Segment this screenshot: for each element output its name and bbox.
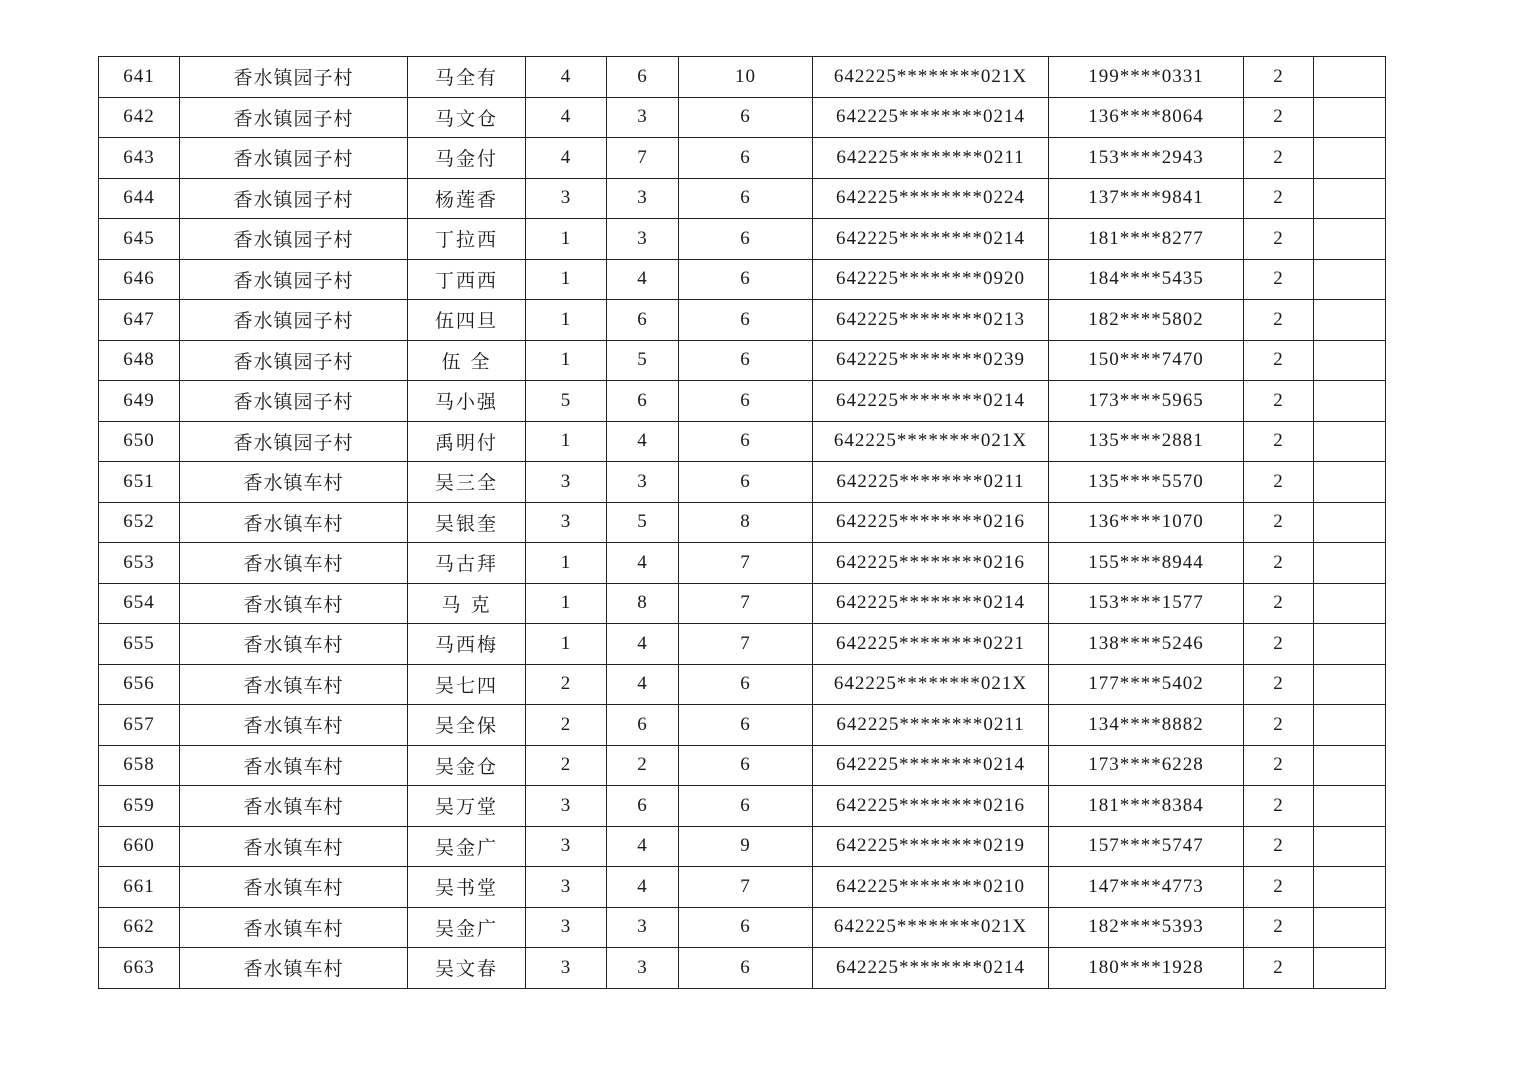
count-cell-2: 4 [607,259,679,300]
id-number-cell: 642225********0213 [813,300,1049,341]
row-number-cell: 659 [99,786,180,827]
count-cell-1: 1 [526,624,607,665]
village-cell: 香水镇园子村 [180,340,408,381]
table-row [99,745,1386,786]
village-cell: 香水镇园子村 [180,219,408,260]
phone-cell: 181****8384 [1049,786,1244,827]
row-number-cell: 648 [99,340,180,381]
person-name-cell: 吴三全 [408,462,526,503]
count-cell-2: 6 [607,381,679,422]
table-row [99,786,1386,827]
person-name-cell: 吴文春 [408,948,526,989]
note-cell [1314,502,1386,543]
count-cell-3: 6 [679,907,813,948]
phone-cell: 135****2881 [1049,421,1244,462]
count-cell-1: 1 [526,300,607,341]
id-number-cell: 642225********0216 [813,543,1049,584]
phone-cell: 177****5402 [1049,664,1244,705]
table-row [99,624,1386,665]
row-number-cell: 658 [99,745,180,786]
person-name-cell: 吴全保 [408,705,526,746]
count-cell-1: 3 [526,907,607,948]
village-cell: 香水镇车村 [180,867,408,908]
table-row [99,57,1386,98]
table-row [99,705,1386,746]
count-cell-2: 4 [607,826,679,867]
count-cell-3: 6 [679,259,813,300]
count-cell-3: 7 [679,624,813,665]
count-cell-3: 6 [679,745,813,786]
phone-cell: 173****5965 [1049,381,1244,422]
count-cell-4: 2 [1244,502,1314,543]
village-cell: 香水镇车村 [180,745,408,786]
id-number-cell: 642225********0221 [813,624,1049,665]
count-cell-2: 5 [607,502,679,543]
id-number-cell: 642225********021X [813,421,1049,462]
person-name-cell: 吴书堂 [408,867,526,908]
count-cell-2: 3 [607,907,679,948]
phone-cell: 137****9841 [1049,178,1244,219]
count-cell-2: 4 [607,664,679,705]
note-cell [1314,462,1386,503]
note-cell [1314,138,1386,179]
table-row [99,97,1386,138]
row-number-cell: 649 [99,381,180,422]
person-name-cell: 吴金广 [408,826,526,867]
row-number-cell: 656 [99,664,180,705]
count-cell-1: 1 [526,543,607,584]
table-row [99,664,1386,705]
table-row [99,178,1386,219]
table-row [99,826,1386,867]
phone-cell: 134****8882 [1049,705,1244,746]
person-name-cell: 杨莲香 [408,178,526,219]
count-cell-4: 2 [1244,259,1314,300]
count-cell-4: 2 [1244,421,1314,462]
table-row [99,340,1386,381]
table-row [99,948,1386,989]
note-cell [1314,583,1386,624]
person-name-cell: 伍 全 [408,340,526,381]
person-name-cell: 马古拜 [408,543,526,584]
id-number-cell: 642225********021X [813,57,1049,98]
person-name-cell: 吴万堂 [408,786,526,827]
count-cell-1: 5 [526,381,607,422]
count-cell-3: 6 [679,300,813,341]
row-number-cell: 643 [99,138,180,179]
count-cell-4: 2 [1244,340,1314,381]
count-cell-4: 2 [1244,381,1314,422]
note-cell [1314,381,1386,422]
count-cell-1: 1 [526,259,607,300]
row-number-cell: 657 [99,705,180,746]
count-cell-2: 6 [607,57,679,98]
person-name-cell: 马 克 [408,583,526,624]
row-number-cell: 653 [99,543,180,584]
row-number-cell: 646 [99,259,180,300]
count-cell-3: 6 [679,219,813,260]
count-cell-4: 2 [1244,219,1314,260]
table-row [99,138,1386,179]
phone-cell: 153****1577 [1049,583,1244,624]
note-cell [1314,178,1386,219]
village-cell: 香水镇园子村 [180,97,408,138]
count-cell-3: 6 [679,97,813,138]
count-cell-3: 6 [679,948,813,989]
note-cell [1314,867,1386,908]
person-name-cell: 吴七四 [408,664,526,705]
village-cell: 香水镇园子村 [180,178,408,219]
count-cell-2: 5 [607,340,679,381]
count-cell-1: 3 [526,826,607,867]
count-cell-2: 3 [607,178,679,219]
count-cell-1: 2 [526,664,607,705]
count-cell-3: 6 [679,705,813,746]
count-cell-4: 2 [1244,624,1314,665]
count-cell-1: 3 [526,178,607,219]
count-cell-4: 2 [1244,826,1314,867]
count-cell-4: 2 [1244,948,1314,989]
count-cell-4: 2 [1244,97,1314,138]
person-name-cell: 丁西西 [408,259,526,300]
phone-cell: 180****1928 [1049,948,1244,989]
count-cell-4: 2 [1244,583,1314,624]
household-table [98,56,1386,989]
person-name-cell: 吴金广 [408,907,526,948]
count-cell-3: 7 [679,583,813,624]
count-cell-3: 10 [679,57,813,98]
note-cell [1314,543,1386,584]
row-number-cell: 641 [99,57,180,98]
count-cell-1: 1 [526,219,607,260]
village-cell: 香水镇园子村 [180,300,408,341]
note-cell [1314,624,1386,665]
phone-cell: 155****8944 [1049,543,1244,584]
count-cell-2: 2 [607,745,679,786]
village-cell: 香水镇车村 [180,948,408,989]
count-cell-3: 9 [679,826,813,867]
count-cell-1: 3 [526,867,607,908]
id-number-cell: 642225********0211 [813,462,1049,503]
id-number-cell: 642225********0210 [813,867,1049,908]
count-cell-4: 2 [1244,786,1314,827]
count-cell-4: 2 [1244,664,1314,705]
table-row [99,219,1386,260]
row-number-cell: 660 [99,826,180,867]
row-number-cell: 652 [99,502,180,543]
village-cell: 香水镇园子村 [180,57,408,98]
phone-cell: 182****5393 [1049,907,1244,948]
count-cell-3: 6 [679,340,813,381]
village-cell: 香水镇园子村 [180,381,408,422]
table-row [99,421,1386,462]
count-cell-1: 2 [526,705,607,746]
note-cell [1314,340,1386,381]
note-cell [1314,745,1386,786]
table-body [99,57,1386,989]
id-number-cell: 642225********0211 [813,705,1049,746]
table-row [99,381,1386,422]
person-name-cell: 禹明付 [408,421,526,462]
table-row [99,502,1386,543]
row-number-cell: 662 [99,907,180,948]
row-number-cell: 647 [99,300,180,341]
row-number-cell: 663 [99,948,180,989]
count-cell-1: 4 [526,57,607,98]
count-cell-1: 4 [526,138,607,179]
table-row [99,259,1386,300]
phone-cell: 184****5435 [1049,259,1244,300]
id-number-cell: 642225********0224 [813,178,1049,219]
count-cell-2: 4 [607,867,679,908]
person-name-cell: 伍四旦 [408,300,526,341]
note-cell [1314,421,1386,462]
count-cell-2: 4 [607,421,679,462]
count-cell-2: 6 [607,786,679,827]
note-cell [1314,907,1386,948]
phone-cell: 182****5802 [1049,300,1244,341]
count-cell-3: 6 [679,178,813,219]
village-cell: 香水镇车村 [180,583,408,624]
village-cell: 香水镇园子村 [180,421,408,462]
table-row [99,907,1386,948]
village-cell: 香水镇车村 [180,462,408,503]
village-cell: 香水镇车村 [180,502,408,543]
id-number-cell: 642225********0214 [813,381,1049,422]
id-number-cell: 642225********0214 [813,948,1049,989]
phone-cell: 150****7470 [1049,340,1244,381]
id-number-cell: 642225********0214 [813,219,1049,260]
row-number-cell: 655 [99,624,180,665]
id-number-cell: 642225********0216 [813,502,1049,543]
table-row [99,462,1386,503]
note-cell [1314,786,1386,827]
village-cell: 香水镇车村 [180,826,408,867]
count-cell-3: 7 [679,867,813,908]
count-cell-3: 6 [679,786,813,827]
count-cell-1: 3 [526,948,607,989]
phone-cell: 199****0331 [1049,57,1244,98]
person-name-cell: 吴银奎 [408,502,526,543]
count-cell-2: 6 [607,705,679,746]
count-cell-3: 6 [679,421,813,462]
table-row [99,543,1386,584]
count-cell-4: 2 [1244,543,1314,584]
note-cell [1314,219,1386,260]
count-cell-3: 6 [679,462,813,503]
count-cell-4: 2 [1244,138,1314,179]
phone-cell: 147****4773 [1049,867,1244,908]
id-number-cell: 642225********0214 [813,97,1049,138]
id-number-cell: 642225********0216 [813,786,1049,827]
village-cell: 香水镇车村 [180,786,408,827]
person-name-cell: 马全有 [408,57,526,98]
count-cell-2: 4 [607,543,679,584]
id-number-cell: 642225********0219 [813,826,1049,867]
count-cell-2: 7 [607,138,679,179]
count-cell-1: 2 [526,745,607,786]
note-cell [1314,948,1386,989]
row-number-cell: 651 [99,462,180,503]
note-cell [1314,664,1386,705]
id-number-cell: 642225********0920 [813,259,1049,300]
count-cell-4: 2 [1244,867,1314,908]
note-cell [1314,57,1386,98]
count-cell-1: 1 [526,583,607,624]
id-number-cell: 642225********0211 [813,138,1049,179]
phone-cell: 136****1070 [1049,502,1244,543]
count-cell-1: 3 [526,786,607,827]
row-number-cell: 661 [99,867,180,908]
note-cell [1314,826,1386,867]
count-cell-3: 6 [679,381,813,422]
count-cell-1: 3 [526,502,607,543]
count-cell-2: 3 [607,462,679,503]
id-number-cell: 642225********021X [813,664,1049,705]
count-cell-2: 4 [607,624,679,665]
count-cell-2: 8 [607,583,679,624]
person-name-cell: 丁拉西 [408,219,526,260]
village-cell: 香水镇车村 [180,624,408,665]
count-cell-2: 3 [607,219,679,260]
count-cell-4: 2 [1244,745,1314,786]
person-name-cell: 马西梅 [408,624,526,665]
row-number-cell: 645 [99,219,180,260]
person-name-cell: 马文仓 [408,97,526,138]
count-cell-3: 6 [679,664,813,705]
village-cell: 香水镇车村 [180,705,408,746]
phone-cell: 135****5570 [1049,462,1244,503]
phone-cell: 181****8277 [1049,219,1244,260]
count-cell-1: 1 [526,340,607,381]
row-number-cell: 644 [99,178,180,219]
row-number-cell: 654 [99,583,180,624]
village-cell: 香水镇车村 [180,664,408,705]
count-cell-1: 4 [526,97,607,138]
phone-cell: 138****5246 [1049,624,1244,665]
note-cell [1314,705,1386,746]
person-name-cell: 吴金仓 [408,745,526,786]
count-cell-1: 3 [526,462,607,503]
count-cell-2: 6 [607,300,679,341]
village-cell: 香水镇园子村 [180,138,408,179]
table-row [99,583,1386,624]
count-cell-4: 2 [1244,178,1314,219]
id-number-cell: 642225********0239 [813,340,1049,381]
phone-cell: 157****5747 [1049,826,1244,867]
table-row [99,867,1386,908]
table-row [99,300,1386,341]
count-cell-3: 8 [679,502,813,543]
person-name-cell: 马小强 [408,381,526,422]
id-number-cell: 642225********0214 [813,745,1049,786]
phone-cell: 136****8064 [1049,97,1244,138]
phone-cell: 173****6228 [1049,745,1244,786]
count-cell-4: 2 [1244,705,1314,746]
row-number-cell: 650 [99,421,180,462]
note-cell [1314,97,1386,138]
count-cell-4: 2 [1244,300,1314,341]
village-cell: 香水镇车村 [180,907,408,948]
id-number-cell: 642225********0214 [813,583,1049,624]
village-cell: 香水镇园子村 [180,259,408,300]
id-number-cell: 642225********021X [813,907,1049,948]
count-cell-3: 6 [679,138,813,179]
person-name-cell: 马金付 [408,138,526,179]
row-number-cell: 642 [99,97,180,138]
count-cell-4: 2 [1244,462,1314,503]
phone-cell: 153****2943 [1049,138,1244,179]
count-cell-4: 2 [1244,907,1314,948]
count-cell-2: 3 [607,97,679,138]
note-cell [1314,300,1386,341]
count-cell-2: 3 [607,948,679,989]
village-cell: 香水镇车村 [180,543,408,584]
note-cell [1314,259,1386,300]
count-cell-1: 1 [526,421,607,462]
count-cell-3: 7 [679,543,813,584]
count-cell-4: 2 [1244,57,1314,98]
